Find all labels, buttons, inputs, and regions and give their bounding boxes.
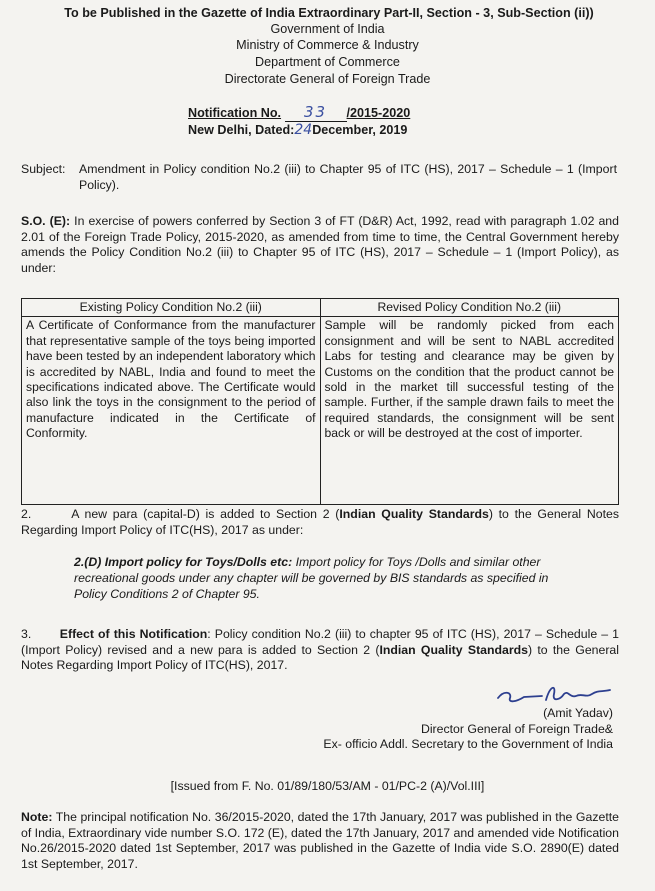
note-paragraph bbox=[21, 810, 619, 872]
note-text: The principal notification No. 36/2015-2020, dated the 17th January, 2017 was published in the Gazette of India, Extraordinary vide number S.O. 172 (E), dated the 17th January, 2017 and amended vide Notification No.26/2015-2020 dated 1st September, 2017 was published in the Gazette of India vide S.O. 2890(E) dated 1st September, 2017. bbox=[21, 810, 619, 871]
para2-number: 2. bbox=[21, 507, 32, 521]
subject-text: Amendment in Policy condition No.2 (iii) to Chapter 95 of ITC (HS), 2017 – Schedule – 1 (Import Policy). bbox=[79, 162, 617, 192]
notification-month-year: December, 2019 bbox=[312, 123, 408, 137]
para3-bold2: Indian Quality Standards bbox=[379, 642, 529, 657]
para2-text-before: A new para (capital-D) is added to Section 2 ( bbox=[71, 507, 340, 521]
import-policy-quote bbox=[74, 554, 574, 602]
revised-policy-cell: Sample will be randomly picked from each consignment and will be sent to NABL accredited Labs for testing and clearance may be given by Customs on the condition that the product cannot be sold in the market till successful testing of the sample. Further, if the sample drawn fails to meet the required standards, the consignment will be sent back or will be destroyed at the cost of importer. bbox=[320, 317, 619, 505]
signatory-title-1: Director General of Foreign Trade& bbox=[420, 721, 613, 736]
para3-bold: Effect of this Notification bbox=[59, 627, 208, 641]
policy-condition-table bbox=[21, 298, 619, 505]
existing-policy-header: Existing Policy Condition No.2 (iii) bbox=[22, 299, 321, 317]
para3-text-before: : Policy condition No.2 (iii) to chapter 95 of ITC (HS), 2017 – Schedule – 1 (Import Policy) revised and a new para is added to Section 2 ( bbox=[21, 627, 620, 657]
dated-label: New Delhi, Dated: bbox=[188, 123, 295, 137]
paragraph-2 bbox=[21, 507, 619, 538]
signatory-name: (Amit Yadav) bbox=[543, 706, 613, 720]
existing-policy-cell: A Certificate of Conformance from the manufacturer that representative sample of the toys being imported have been tested by an independent laboratory which is accredited by NABL, India and found to meet the specifications indicated above. The Certificate would also link the toys in the consignment to the period of manufacture indicated in the Certificate of Conformity. bbox=[22, 317, 321, 505]
header-directorate: Directorate General of Foreign Trade bbox=[224, 72, 431, 86]
note-label: Note: bbox=[21, 810, 53, 824]
so-paragraph bbox=[21, 214, 619, 276]
header-government: Government of India bbox=[270, 22, 385, 36]
subject-label: Subject: bbox=[21, 162, 66, 176]
notification-series: /2015-2020 bbox=[346, 106, 411, 120]
quote-text: Import policy for Toys /Dolls and similar other recreational goods under any chapter will be governed by BIS standards as specified in Policy Conditions 2 of Chapter 95. bbox=[74, 555, 549, 601]
header-department: Department of Commerce bbox=[255, 55, 400, 69]
quote-heading: 2.(D) Import policy for Toys/Dolls etc: bbox=[74, 555, 293, 569]
so-label: S.O. (E): bbox=[21, 214, 71, 228]
notification-label: Notification No. bbox=[188, 106, 282, 120]
notification-date-line bbox=[188, 122, 407, 138]
notification-number-field bbox=[285, 103, 347, 122]
para3-text-after: ) to the General Notes Regarding Import Policy of ITC(HS), 2017. bbox=[21, 642, 619, 672]
so-text: In exercise of powers conferred by Section 3 of FT (D&R) Act, 1992, read with paragraph 1.02 and 2.01 of the Foreign Trade Policy, 2015-2020, as amended from time to time, the Central Government hereby amends the Policy Condition No.2 (iii) to Chapter 95 of ITC (HS), 2017 – Schedule – 1 (Import Policy), as under: bbox=[21, 214, 619, 275]
signatory-title-2: Ex- officio Addl. Secretary to the Government of India bbox=[323, 737, 613, 751]
issued-from-line: [Issued from F. No. 01/89/180/53/AM - 01/PC-2 (A)/Vol.III] bbox=[170, 779, 485, 793]
paragraph-3 bbox=[21, 627, 619, 674]
gazette-line: To be Published in the Gazette of India Extraordinary Part-II, Section - 3, Sub-Section (ii)) bbox=[64, 6, 594, 20]
para2-text-after: ) to the General Notes Regarding Import Policy of ITC(HS), 2017 as under: bbox=[21, 507, 619, 537]
notification-number-line bbox=[188, 103, 410, 122]
para2-bold: Indian Quality Standards bbox=[339, 507, 489, 521]
signatory-block bbox=[323, 706, 613, 753]
header-ministry: Ministry of Commerce & Industry bbox=[236, 38, 419, 52]
subject-paragraph bbox=[21, 162, 619, 193]
para3-number: 3. bbox=[21, 627, 32, 641]
notification-day: 24 bbox=[294, 122, 313, 138]
notification-number: 33 bbox=[304, 103, 328, 121]
revised-policy-header: Revised Policy Condition No.2 (iii) bbox=[320, 299, 619, 317]
